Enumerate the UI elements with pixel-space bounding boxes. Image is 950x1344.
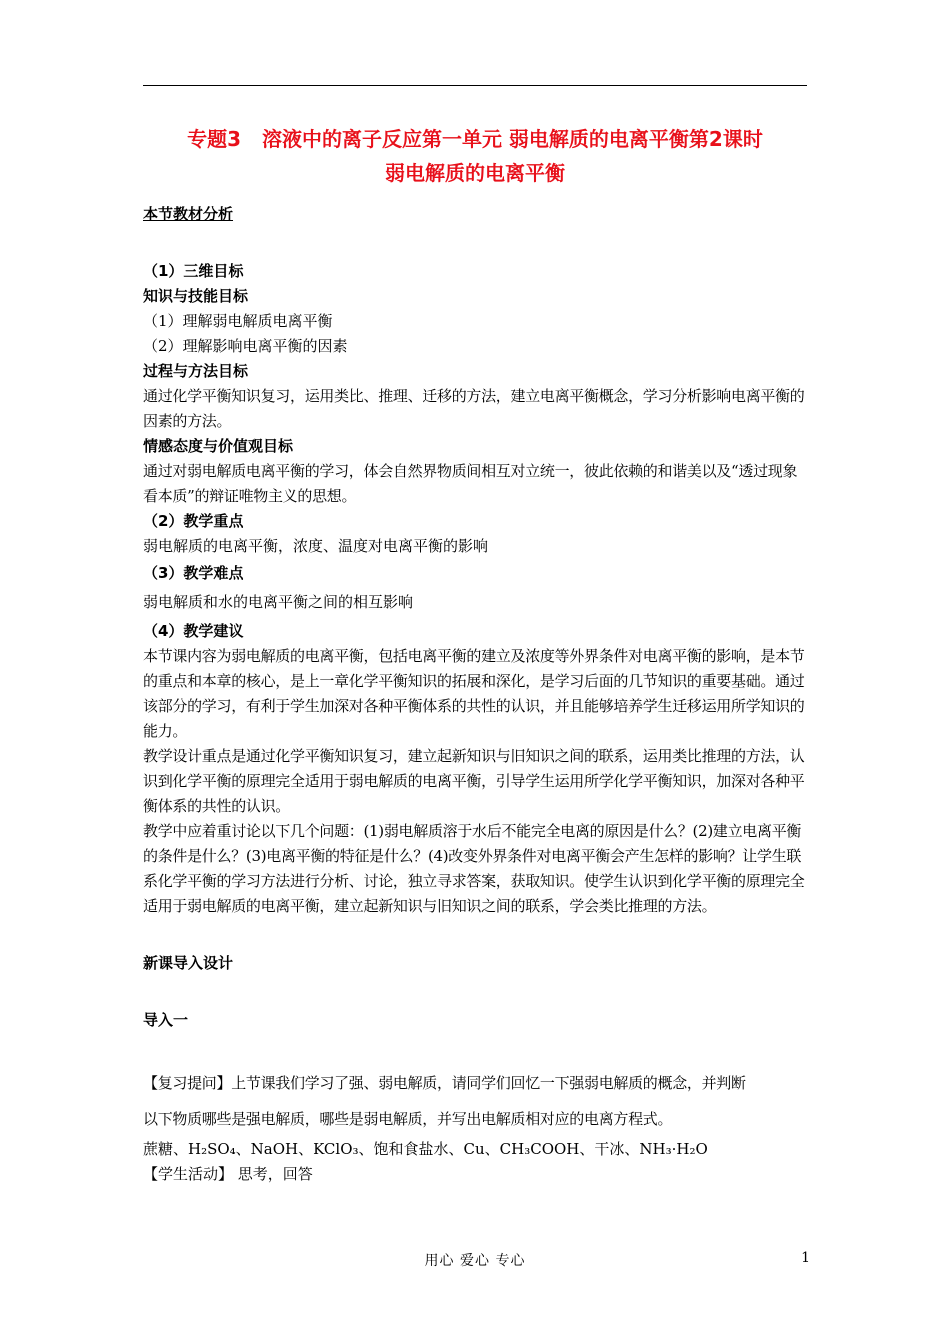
- difficulty-text: 弱电解质和水的电离平衡之间的相互影响: [143, 593, 414, 611]
- knowledge-item-2: （2）理解影响电离平衡的因素: [143, 337, 348, 355]
- advice-paragraph-3: 教学中应着重讨论以下几个问题：(1)弱电解质溶于水后不能完全电离的原因是什么？(2)建立电离平衡的条件是什么？(3)电离平衡的特征是什么？(4)改变外界条件对电离平衡会产生怎样的影响？让学生联系化学平衡的学习方法进行分析、讨论，独立寻求答案，获取知识。使学生认识到化学平衡的原理完全适用于弱电解质的电离平衡，建立起新知识与旧知识之间的联系，学会类比推理的方法。: [143, 822, 805, 915]
- process-heading: 过程与方法目标: [143, 362, 249, 380]
- title-line-1: 专题3 溶液中的离子反应第一单元 弱电解质的电离平衡第2课时: [187, 127, 763, 151]
- goals-heading: （1）三维目标: [143, 262, 244, 280]
- document-title: [143, 122, 807, 190]
- spacer: [143, 227, 809, 259]
- difficulty-heading: （3）教学难点: [143, 564, 244, 582]
- substance-list: 蔗糖、H₂SO₄、NaOH、KClO₃、饱和食盐水、Cu、CH₃COOH、干冰、NH₃·H₂O: [143, 1140, 708, 1158]
- title-line-2: 弱电解质的电离平衡: [385, 161, 565, 185]
- emotion-text: 通过对弱电解质电离平衡的学习，体会自然界物质间相互对立统一，彼此依赖的和谐美以及“透过现象看本质”的辩证唯物主义的思想。: [143, 462, 798, 505]
- knowledge-item-1: （1）理解弱电解质电离平衡: [143, 312, 333, 330]
- process-text: 通过化学平衡知识复习，运用类比、推理、迁移的方法，建立电离平衡概念，学习分析影响电离平衡的因素的方法。: [143, 387, 805, 430]
- document-body: [143, 202, 809, 1187]
- spacer: [143, 919, 809, 951]
- spacer: [143, 976, 809, 1008]
- advice-heading: （4）教学建议: [143, 622, 244, 640]
- advice-paragraph-1: 本节课内容为弱电解质的电离平衡，包括电离平衡的建立及浓度等外界条件对电离平衡的影响，是本节的重点和本章的核心，是上一章化学平衡知识的拓展和深化，是学习后面的几节知识的重要基础。通过该部分的学习，有利于学生加深对各种平衡体系的共性的认识，并且能够培养学生迁移运用所学知识的能力。: [143, 647, 805, 740]
- intro-one-heading: 导入一: [143, 1011, 189, 1029]
- footer-slogan: 用心 爱心 专心: [424, 1253, 526, 1269]
- knowledge-heading: 知识与技能目标: [143, 287, 249, 305]
- focus-heading: （2）教学重点: [143, 512, 244, 530]
- review-question-line-1: 【复习提问】上节课我们学习了强、弱电解质，请同学们回忆一下强弱电解质的概念，并判断: [143, 1074, 746, 1092]
- header-rule: [143, 85, 807, 86]
- analysis-heading: 本节教材分析: [143, 205, 234, 223]
- focus-text: 弱电解质的电离平衡，浓度、温度对电离平衡的影响: [143, 537, 489, 555]
- intro-heading: 新课导入设计: [143, 954, 234, 972]
- review-question-line-2: 以下物质哪些是强电解质，哪些是弱电解质，并写出电解质相对应的电离方程式。: [143, 1110, 673, 1128]
- student-activity: 【学生活动】 思考，回答: [143, 1165, 313, 1183]
- page-number: 1: [801, 1250, 810, 1266]
- spacer: [143, 1033, 809, 1065]
- emotion-heading: 情感态度与价值观目标: [143, 437, 294, 455]
- advice-paragraph-2: 教学设计重点是通过化学平衡知识复习，建立起新知识与旧知识之间的联系，运用类比推理的方法，认识到化学平衡的原理完全适用于弱电解质的电离平衡，引导学生运用所学化学平衡知识，加深对各种平衡体系的共性的认识。: [143, 747, 805, 815]
